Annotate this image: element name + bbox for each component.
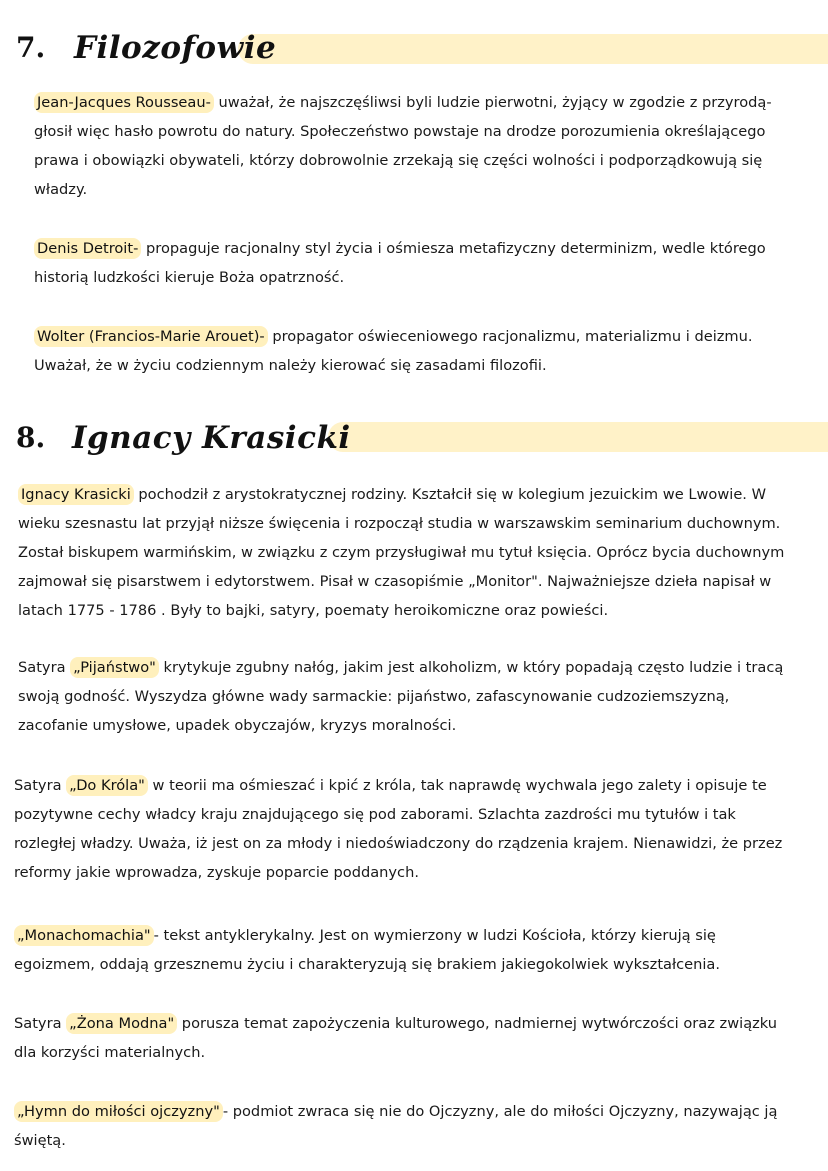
heading-highlight-bar bbox=[328, 422, 828, 452]
heading-highlight-bar bbox=[238, 34, 828, 64]
entry-text: uważał, że najszczęśliwsi byli ludzie pierwotni, żyjący w zgodzie z przyrodą- głosił więc hasło powrotu do natury. Społeczeństwo powstaje na drodze porozumienia określającego prawa i obowiązki obywateli, którzy dobrowolnie zrzekają się części wolności i podporządkowują się władzy. bbox=[34, 94, 772, 198]
entry-prefix: Satyra bbox=[18, 659, 71, 676]
entry-text: propagator oświeceniowego racjonalizmu, materializmu i deizmu. Uważał, że w życiu codziennym należy kierować się zasadami filozofii. bbox=[34, 328, 753, 374]
entry-rousseau bbox=[34, 88, 794, 204]
section-7-title: Filozofowie bbox=[74, 30, 277, 66]
entry-detroit bbox=[34, 234, 794, 292]
entry-name-highlight: „Pijaństwo" bbox=[70, 657, 159, 678]
entry-text: - podmiot zwraca się nie do Ojczyzny, ale do miłości Ojczyzny, nazywając ją świętą. bbox=[14, 1103, 778, 1149]
entry-text: pochodził z arystokratycznej rodziny. Kształcił się w kolegium jezuickim we Lwowie. W wieku szesnastu lat przyjął niższe święcenia i rozpoczął studia w warszawskim seminarium duchownym. Został biskupem warmińskim, w związku z czym przysługiwał mu tytuł księcia. Oprócz bycia duchownym zajmował się pisarstwem i edytorstwem. Pisał w czasopiśmie „Monitor". Najważniejsze dzieła napisał w latach 1775 - 1786 . Były to bajki, satyry, poematy heroikomiczne oraz powieści. bbox=[18, 486, 785, 619]
section-7-number: 7. bbox=[16, 31, 46, 64]
entry-name-highlight: „Do Króla" bbox=[66, 775, 148, 796]
entry-text: propaguje racjonalny styl życia i ośmiesza metafizyczny determinizm, wedle którego historią ludzkości kieruje Boża opatrzność. bbox=[34, 240, 766, 286]
entry-do-krola bbox=[14, 771, 794, 887]
entry-name-highlight: Wolter (Francios-Marie Arouet)- bbox=[34, 326, 268, 347]
entry-text: porusza temat zapożyczenia kulturowego, nadmiernej wytwórczości oraz związku dla korzyści materialnych. bbox=[14, 1015, 778, 1061]
entry-wolter bbox=[34, 322, 794, 380]
entry-name-highlight: Jean-Jacques Rousseau- bbox=[34, 92, 214, 113]
entry-text: - tekst antyklerykalny. Jest on wymierzony w ludzi Kościoła, którzy kierują się egoizmem, oddają grzesznemu życiu i charakteryzują się brakiem jakiegokolwiek wykształcenia. bbox=[14, 927, 721, 973]
entry-pijanstwo bbox=[18, 653, 794, 740]
entry-text: w teorii ma ośmieszać i kpić z króla, tak naprawdę wychwala jego zalety i opisuje te pozytywne cechy władcy kraju znajdującego się pod zaborami. Szlachta zazdrości mu tytułów i tak rozległej władzy. Uważa, iż jest on za młody i niedoświadczony do rządzenia krajem. Nienawidzi, że przez reformy jakie wprowadza, zyskuje poparcie poddanych. bbox=[14, 777, 783, 881]
section-8-heading bbox=[0, 412, 828, 468]
entry-zona-modna bbox=[14, 1009, 794, 1067]
section-7-heading bbox=[0, 22, 828, 78]
entry-name-highlight: Ignacy Krasicki bbox=[18, 484, 134, 505]
entry-prefix: Satyra bbox=[14, 777, 67, 794]
section-8-title: Ignacy Krasicki bbox=[72, 420, 351, 456]
entry-prefix: Satyra bbox=[14, 1015, 67, 1032]
entry-name-highlight: Denis Detroit- bbox=[34, 238, 141, 259]
section-8-number: 8. bbox=[16, 421, 46, 454]
entry-text: krytykuje zgubny nałóg, jakim jest alkoholizm, w który popadają często ludzie i tracą swoją godność. Wyszydza główne wady sarmackie: pijaństwo, zafascynowanie cudzoziemszyzną, zacofanie umysłowe, upadek obyczajów, kryzys moralności. bbox=[18, 659, 784, 734]
entry-name-highlight: „Żona Modna" bbox=[66, 1013, 177, 1034]
entry-krasicki-bio bbox=[18, 480, 794, 625]
entry-hymn bbox=[14, 1097, 794, 1155]
entry-name-highlight: „Hymn do miłości ojczyzny" bbox=[14, 1101, 223, 1122]
entry-monachomachia bbox=[14, 921, 794, 979]
entry-name-highlight: „Monachomachia" bbox=[14, 925, 154, 946]
